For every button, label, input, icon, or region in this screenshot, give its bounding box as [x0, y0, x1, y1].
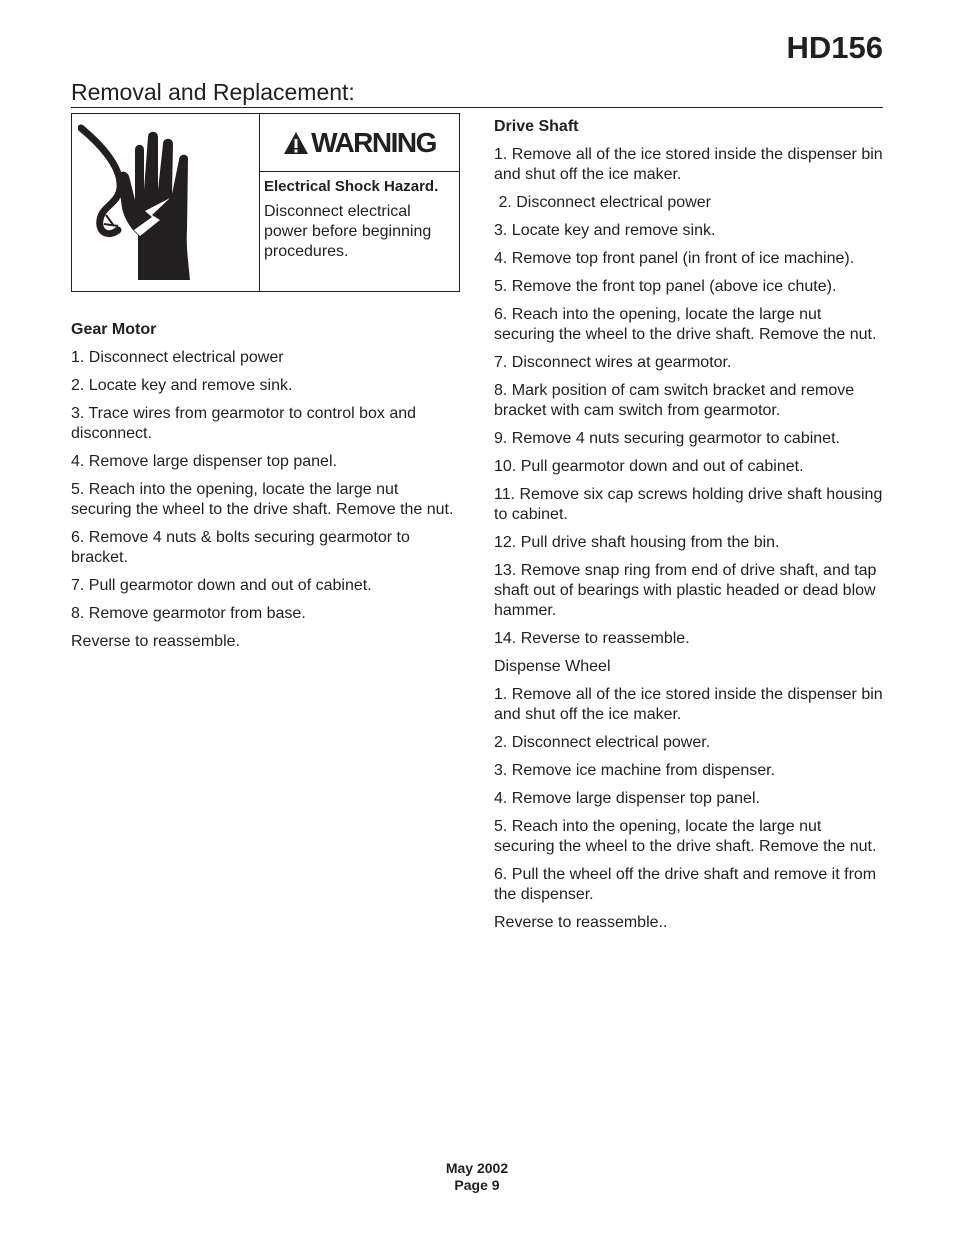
warning-icon-cell: [72, 114, 260, 291]
gear-motor-title: Gear Motor: [71, 321, 157, 338]
gear-motor-step: 8. Remove gearmotor from base.: [71, 605, 306, 622]
dispense-wheel-step: 5. Reach into the opening, locate the large nut securing the wheel to the drive shaft. Remove the nut.: [494, 818, 877, 855]
electrical-shock-hand-icon: [78, 120, 202, 280]
drive-shaft-step: 11. Remove six cap screws holding drive shaft housing to cabinet.: [494, 486, 883, 523]
drive-shaft-step: 14. Reverse to reassemble.: [494, 630, 690, 647]
drive-shaft-step: 3. Locate key and remove sink.: [494, 222, 716, 239]
warning-box: [71, 113, 460, 292]
drive-shaft-title: Drive Shaft: [494, 118, 579, 135]
drive-shaft-step: 13. Remove snap ring from end of drive shaft, and tap shaft out of bearings with plastic headed or dead blow hammer.: [494, 562, 877, 619]
drive-shaft-step: 8. Mark position of cam switch bracket and remove bracket with cam switch from gearmotor.: [494, 382, 855, 419]
warning-message: Disconnect electrical power before beginning procedures.: [264, 203, 432, 260]
gear-motor-step: 3. Trace wires from gearmotor to control box and disconnect.: [71, 405, 417, 442]
gear-motor-step: 6. Remove 4 nuts & bolts securing gearmotor to bracket.: [71, 529, 410, 566]
dispense-wheel-title: Dispense Wheel: [494, 658, 611, 675]
header-rule: [71, 107, 883, 108]
page-footer: [0, 1160, 954, 1194]
gear-motor-step: 1. Disconnect electrical power: [71, 349, 284, 366]
dispense-wheel-step: 6. Pull the wheel off the drive shaft and remove it from the dispenser.: [494, 866, 877, 903]
warning-triangle-icon: [283, 131, 309, 155]
drive-shaft-step: 1. Remove all of the ice stored inside the dispenser bin and shut off the ice maker.: [494, 146, 883, 183]
warning-signal-word: WARNING: [311, 126, 436, 158]
section-title: Removal and Replacement:: [71, 79, 355, 105]
drive-shaft-step: 10. Pull gearmotor down and out of cabinet.: [494, 458, 804, 475]
drive-shaft-step: 5. Remove the front top panel (above ice chute).: [494, 278, 837, 295]
dispense-wheel-step: 4. Remove large dispenser top panel.: [494, 790, 760, 807]
gear-motor-reassemble: Reverse to reassemble.: [71, 633, 240, 650]
footer-date: May 2002: [445, 1160, 509, 1176]
dispense-wheel-step: 2. Disconnect electrical power.: [494, 734, 711, 751]
page-number: Page 9: [454, 1177, 500, 1193]
drive-shaft-step: 12. Pull drive shaft housing from the bin.: [494, 534, 780, 551]
drive-shaft-step: 7. Disconnect wires at gearmotor.: [494, 354, 732, 371]
right-column: [494, 117, 886, 941]
drive-shaft-step: 9. Remove 4 nuts securing gearmotor to cabinet.: [494, 430, 840, 447]
dispense-wheel-step: 1. Remove all of the ice stored inside the dispenser bin and shut off the ice maker.: [494, 686, 883, 723]
drive-shaft-step: 2. Disconnect electrical power: [494, 194, 711, 211]
dispense-wheel-step: 3. Remove ice machine from dispenser.: [494, 762, 776, 779]
gear-motor-step: 4. Remove large dispenser top panel.: [71, 453, 337, 470]
warning-header: [260, 114, 459, 172]
warning-hazard: Electrical Shock Hazard.: [264, 178, 439, 195]
drive-shaft-step: 4. Remove top front panel (in front of ice machine).: [494, 250, 855, 267]
drive-shaft-step: 6. Reach into the opening, locate the large nut securing the wheel to the drive shaft. Remove the nut.: [494, 306, 877, 343]
gear-motor-step: 7. Pull gearmotor down and out of cabinet.: [71, 577, 372, 594]
warning-body: [264, 178, 458, 262]
gear-motor-section: [71, 320, 456, 660]
model-number: HD156: [786, 30, 883, 65]
gear-motor-step: 2. Locate key and remove sink.: [71, 377, 293, 394]
dispense-wheel-reassemble: Reverse to reassemble..: [494, 914, 668, 931]
gear-motor-step: 5. Reach into the opening, locate the large nut securing the wheel to the drive shaft. Remove the nut.: [71, 481, 454, 518]
